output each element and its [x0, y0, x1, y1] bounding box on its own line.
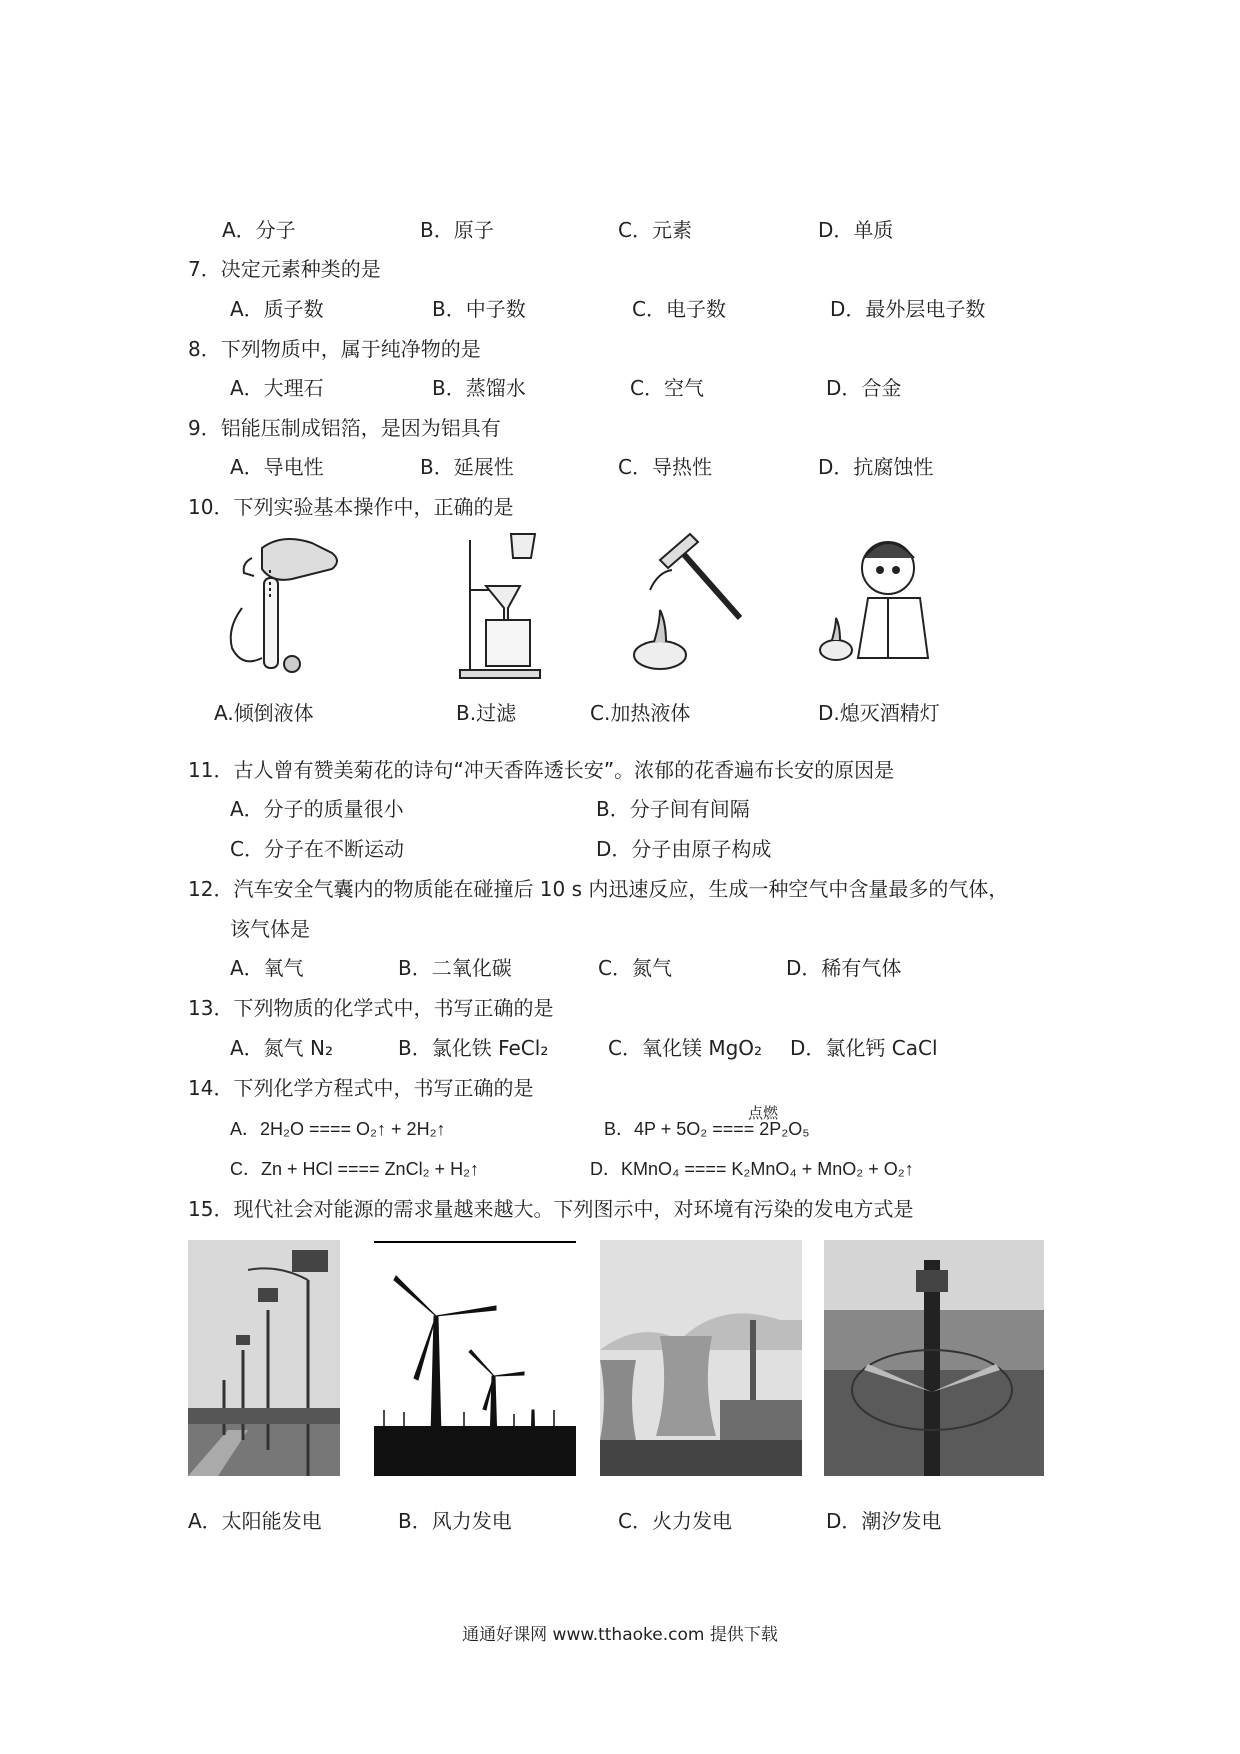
pouring-liquid-figure [212, 528, 352, 678]
q12-stem: 12．汽车安全气囊内的物质能在碰撞后 10 s 内迅速反应，生成一种空气中含量最多的气体， [188, 877, 1009, 901]
q15-caption-a: A．太阳能发电 [188, 1509, 322, 1533]
q12-option-a: A．氧气 [230, 956, 304, 980]
q10-caption-c: C.加热液体 [590, 701, 691, 725]
q9-option-a: A．导电性 [230, 455, 324, 479]
q15-caption-b: B．风力发电 [398, 1509, 512, 1533]
q6-option-b: B．原子 [420, 218, 494, 242]
q7-option-d: D．最外层电子数 [830, 297, 986, 321]
footer-source: 通通好课网 www.tthaoke.com 提供下载 [462, 1625, 778, 1645]
q13-option-d: D．氯化钙 CaCl [790, 1036, 938, 1060]
q7-stem: 7．决定元素种类的是 [188, 257, 381, 281]
q12-option-d: D．稀有气体 [786, 956, 902, 980]
filtration-figure [456, 530, 546, 680]
solar-street-lights-photo [188, 1240, 340, 1476]
q9-option-d: D．抗腐蚀性 [818, 455, 934, 479]
q6-option-c: C．元素 [618, 218, 692, 242]
q11-option-d: D．分子由原子构成 [596, 837, 772, 861]
q11-option-c: C．分子在不断运动 [230, 837, 404, 861]
q9-stem: 9．铝能压制成铝箔，是因为铝具有 [188, 416, 501, 440]
q7-option-c: C．电子数 [632, 297, 726, 321]
q6-option-d: D．单质 [818, 218, 894, 242]
q14-stem: 14．下列化学方程式中，书写正确的是 [188, 1076, 534, 1100]
q12-option-c: C．氮气 [598, 956, 672, 980]
q8-stem: 8．下列物质中，属于纯净物的是 [188, 337, 481, 361]
q8-option-b: B．蒸馏水 [432, 376, 526, 400]
q10-stem: 10．下列实验基本操作中，正确的是 [188, 495, 514, 519]
q13-option-a: A．氮气 N₂ [230, 1036, 334, 1060]
q6-option-a: A．分子 [222, 218, 296, 242]
q15-stem: 15．现代社会对能源的需求量越来越大。下列图示中，对环境有污染的发电方式是 [188, 1197, 914, 1221]
heating-liquid-figure [620, 530, 760, 680]
q10-caption-b: B.过滤 [456, 701, 517, 725]
q8-option-a: A．大理石 [230, 376, 324, 400]
q11-option-a: A．分子的质量很小 [230, 797, 404, 821]
q14-option-b: B．4P + 5O₂ ==== 2P₂O₅ [604, 1119, 810, 1139]
q15-caption-c: C．火力发电 [618, 1509, 732, 1533]
q14-option-a: A．2H₂O ==== O₂↑ + 2H₂↑ [230, 1119, 446, 1139]
q9-option-b: B．延展性 [420, 455, 514, 479]
q14-option-c: C．Zn + HCl ==== ZnCl₂ + H₂↑ [230, 1159, 480, 1179]
q9-option-c: C．导热性 [618, 455, 712, 479]
q10-caption-a: A.倾倒液体 [214, 701, 314, 725]
q7-option-b: B．中子数 [432, 297, 526, 321]
wind-turbines-photo [374, 1240, 576, 1476]
q13-stem: 13．下列物质的化学式中，书写正确的是 [188, 996, 554, 1020]
q14-option-d: D．KMnO₄ ==== K₂MnO₄ + MnO₂ + O₂↑ [590, 1159, 914, 1179]
q13-option-b: B．氯化铁 FeCl₂ [398, 1036, 549, 1060]
extinguishing-lamp-figure [818, 528, 948, 678]
thermal-power-plant-photo [600, 1240, 802, 1476]
tidal-power-photo [824, 1240, 1044, 1476]
q8-option-d: D．合金 [826, 376, 902, 400]
q11-stem: 11．古人曾有赞美菊花的诗句“冲天香阵透长安”。浓郁的花香遍布长安的原因是 [188, 758, 895, 782]
q12-stem-cont: 该气体是 [230, 917, 310, 941]
q12-option-b: B．二氧化碳 [398, 956, 512, 980]
q8-option-c: C．空气 [630, 376, 704, 400]
q14-condition-label: 点燃 [748, 1104, 779, 1122]
q11-option-b: B．分子间有间隔 [596, 797, 750, 821]
q13-option-c: C．氧化镁 MgO₂ [608, 1036, 763, 1060]
q10-caption-d: D.熄灭酒精灯 [818, 701, 940, 725]
q7-option-a: A．质子数 [230, 297, 324, 321]
q15-caption-d: D．潮汐发电 [826, 1509, 942, 1533]
